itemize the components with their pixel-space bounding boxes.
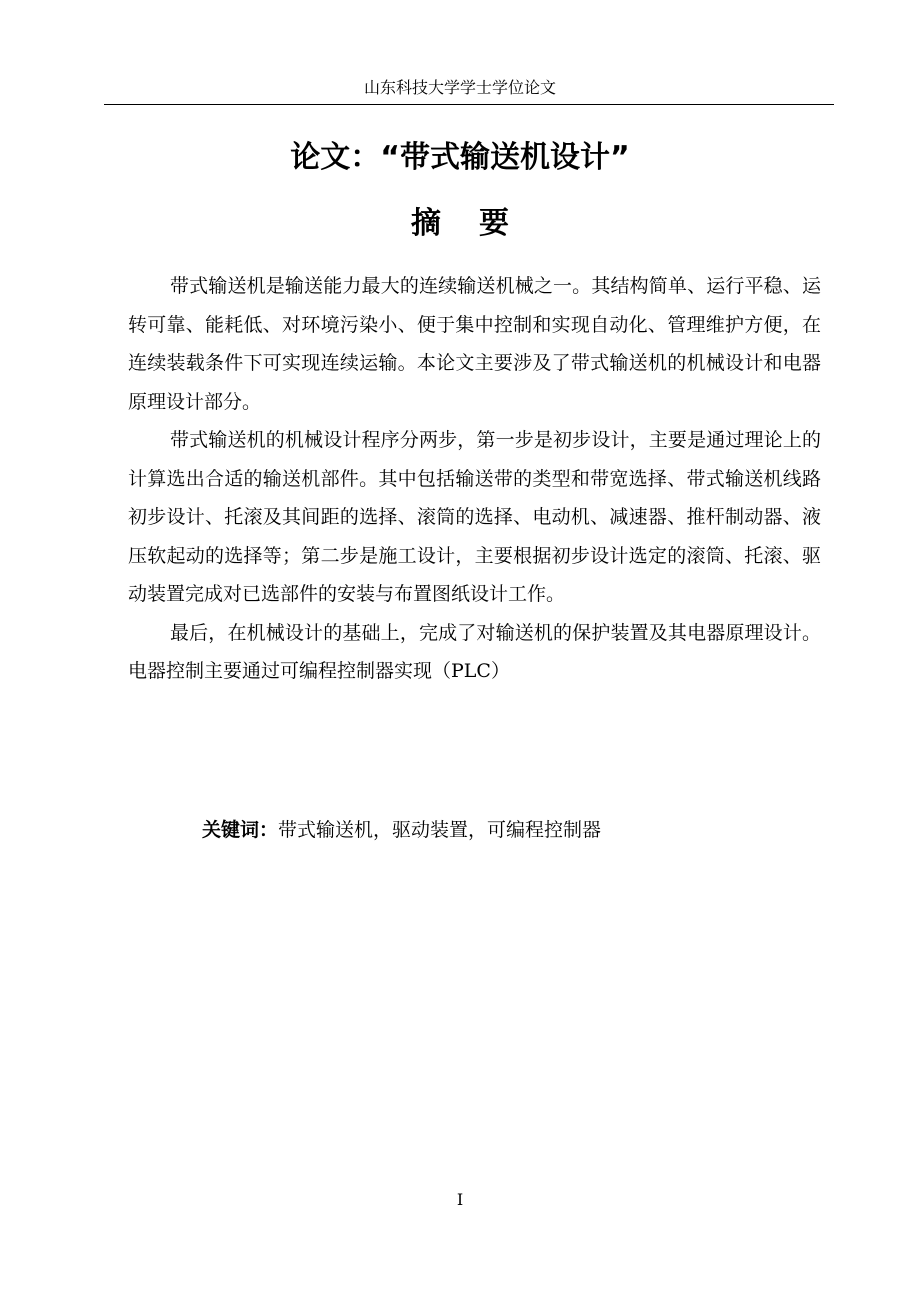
running-header: 山东科技大学学士学位论文 <box>363 78 556 97</box>
header-rule <box>104 104 834 105</box>
abstract-body <box>128 267 821 691</box>
abstract-heading: 摘要 <box>411 206 547 241</box>
keywords-label: 关键词： <box>202 819 279 841</box>
keywords-text: 带式输送机，驱动装置，可编程控制器 <box>278 819 602 841</box>
abstract-paragraph-2: 带式输送机的机械设计程序分两步，第一步是初步设计，主要是通过理论上的计算选出合适的输送机部件。其中包括输送带的类型和带宽选择、带式输送机线路初步设计、托滚及其间距的选择、滚筒的选择、电动机、减速器、推杆制动器、液压软起动的选择等；第二步是施工设计，主要根据初步设计选定的滚筒、托滚、驱动装置完成对已选部件的安装与布置图纸设计工作。 <box>128 429 821 605</box>
abstract-paragraph-3: 最后，在机械设计的基础上，完成了对输送机的保护装置及其电器原理设计。电器控制主要通过可编程控制器实现（PLC） <box>128 621 821 682</box>
keywords-line <box>202 815 601 845</box>
abstract-paragraph-1: 带式输送机是输送能力最大的连续输送机械之一。其结构简单、运行平稳、运转可靠、能耗低、对环境污染小、便于集中控制和实现自动化、管理维护方便，在连续装载条件下可实现连续运输。本论文主要涉及了带式输送机的机械设计和电器原理设计部分。 <box>128 275 821 413</box>
page-number: I <box>456 1190 464 1209</box>
document-title: 论文：“带式输送机设计” <box>290 140 630 175</box>
